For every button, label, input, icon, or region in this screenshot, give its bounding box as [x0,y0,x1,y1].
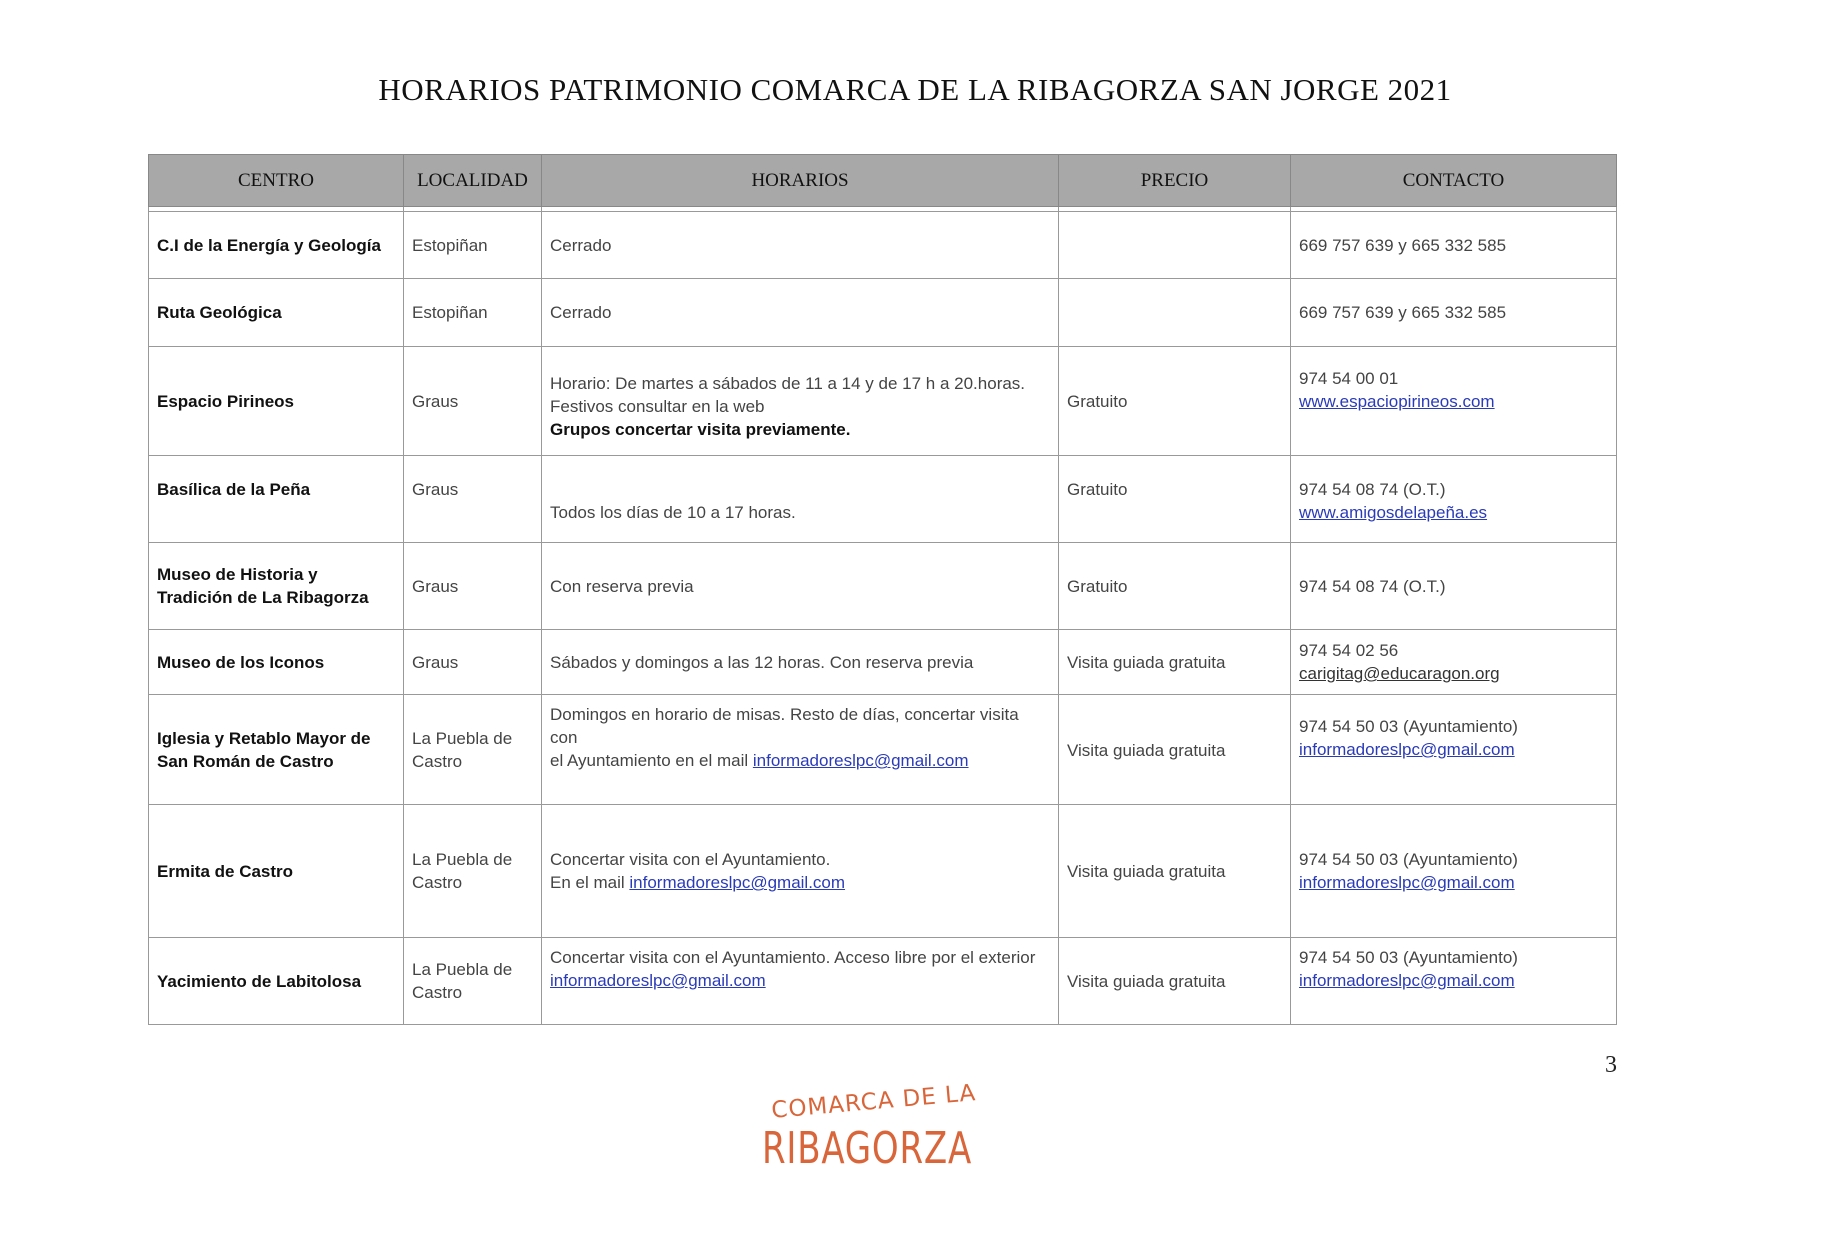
localidad-text: La Puebla de [412,850,513,869]
cell-horarios [542,695,1059,805]
horarios-text: Sábados y domingos a las 12 horas. Con reserva previa [550,652,974,672]
table-row [149,695,1617,805]
contact-phone: 669 757 639 y 665 332 585 [1299,303,1507,322]
cell-contacto [1291,938,1617,1025]
centro-text: Basílica de la Peña [157,480,311,499]
contact-phone: 974 54 02 56 [1299,641,1399,660]
table-row [149,630,1617,695]
localidad-text: La Puebla de [412,728,513,748]
centro-text: Museo de los Iconos [157,652,325,672]
precio-text: Visita guiada gratuita [1067,741,1226,760]
cell-precio: Gratuito [1059,347,1291,456]
cell-horarios [542,543,1059,630]
cell-centro [149,543,404,630]
horarios-text-prefix: el Ayuntamiento en el mail [550,751,753,770]
table-row [149,212,1617,279]
header-contacto: CONTACTO [1291,155,1617,207]
cell-localidad [404,805,542,938]
table-row [149,279,1617,347]
horarios-text: Concertar visita con el Ayuntamiento. [550,850,831,869]
logo-text-ribagorza: RIBAGORZA [762,1123,972,1174]
cell-localidad [404,695,542,805]
heritage-schedule-table [148,154,1617,1025]
centro-text: Iglesia y Retablo Mayor de [157,728,371,748]
page-title: HORARIOS PATRIMONIO COMARCA DE LA RIBAGORZA SAN JORGE 2021 [378,72,1452,107]
cell-centro [149,805,404,938]
localidad-text: Graus [412,480,459,499]
cell-localidad [404,347,542,456]
cell-centro [149,695,404,805]
centro-text: Espacio Pirineos [157,391,294,411]
table-row [149,347,1617,456]
cell-centro [149,279,404,347]
cell-horarios [542,279,1059,347]
localidad-text: Estopiñan [412,303,488,322]
cell-precio: Visita guiada gratuita [1059,805,1291,938]
cell-horarios [542,212,1059,279]
horarios-text [550,871,1050,894]
cell-localidad [404,212,542,279]
horarios-text: Con reserva previa [550,576,694,596]
cell-localidad [404,456,542,543]
localidad-text: Castro [412,983,463,1002]
cell-contacto [1291,456,1617,543]
cell-horarios [542,456,1059,543]
cell-precio: Visita guiada gratuita [1059,938,1291,1025]
comarca-ribagorza-logo [752,1075,982,1175]
centro-text: C.I de la Energía y Geología [157,235,381,255]
cell-horarios [542,938,1059,1025]
table-header-row [149,155,1617,207]
centro-text: Tradición de La Ribagorza [157,588,369,607]
horarios-text [550,749,1050,772]
cell-contacto [1291,543,1617,630]
centro-text: Yacimiento de Labitolosa [157,971,362,991]
localidad-text: Estopiñan [412,235,488,255]
horarios-email-link[interactable]: informadoreslpc@gmail.com [550,971,766,990]
horarios-email-link[interactable]: informadoreslpc@gmail.com [629,873,846,892]
cell-horarios [542,805,1059,938]
horarios-text-prefix: En el mail [550,873,630,892]
cell-localidad [404,938,542,1025]
header-centro: CENTRO [149,155,404,207]
contact-website-link[interactable]: www.amigosdelapeña.es [1299,503,1488,522]
cell-centro [149,456,404,543]
localidad-text: Castro [412,873,463,892]
cell-contacto [1291,279,1617,347]
centro-text: Ermita de Castro [157,861,294,881]
cell-contacto [1291,805,1617,938]
centro-text: Ruta Geológica [157,303,282,322]
cell-localidad [404,543,542,630]
table-row [149,543,1617,630]
cell-horarios [542,630,1059,695]
horarios-note: Grupos concertar visita previamente. [550,419,851,439]
contact-phone: 974 54 50 03 (Ayuntamiento) [1299,717,1518,736]
horarios-text: Horario: De martes a sábados de 11 a 14 y de 17 h a 20.horas. [550,373,1026,393]
horarios-text: Festivos consultar en la web [550,396,765,416]
cell-horarios [542,347,1059,456]
contact-phone: 974 54 50 03 (Ayuntamiento) [1299,948,1518,967]
horarios-text: Cerrado [550,235,612,255]
page-number: 3 [1605,1052,1617,1078]
contact-email-link[interactable]: informadoreslpc@gmail.com [1299,971,1515,990]
cell-centro [149,938,404,1025]
centro-text: San Román de Castro [157,751,334,771]
contact-phone: 974 54 08 74 (O.T.) [1299,576,1446,596]
contact-phone: 974 54 00 01 [1299,369,1399,388]
horarios-text: Concertar visita con el Ayuntamiento. Acceso libre por el exterior [550,948,1036,967]
cell-contacto [1291,630,1617,695]
horarios-email-link[interactable]: informadoreslpc@gmail.com [752,751,969,770]
localidad-text: Castro [412,751,463,771]
cell-precio: Gratuito [1059,456,1291,543]
contact-email-link[interactable]: carigitag@educaragon.org [1299,664,1500,683]
cell-precio [1059,695,1291,805]
cell-localidad [404,279,542,347]
contact-phone: 669 757 639 y 665 332 585 [1299,235,1507,255]
cell-centro [149,212,404,279]
cell-precio: Gratuito [1059,543,1291,630]
centro-text: Museo de Historia y [157,565,318,584]
header-localidad: LOCALIDAD [404,155,542,207]
horarios-text: Todos los días de 10 a 17 horas. [550,503,796,522]
contact-email-link[interactable]: informadoreslpc@gmail.com [1299,740,1515,759]
localidad-text: Graus [412,652,459,672]
table-row [149,805,1617,938]
contact-website-link[interactable]: www.espaciopirineos.com [1299,392,1495,411]
cell-centro [149,630,404,695]
contact-email-link[interactable]: informadoreslpc@gmail.com [1299,873,1515,892]
header-precio: PRECIO [1059,155,1291,207]
header-horarios: HORARIOS [542,155,1059,207]
cell-precio [1059,212,1291,279]
horarios-text: Domingos en horario de misas. Resto de días, concertar visita con [550,705,1019,747]
cell-contacto [1291,347,1617,456]
horarios-text: Cerrado [550,303,612,322]
localidad-text: Graus [412,576,459,596]
logo-text-comarca: COMARCA DE LA [770,1080,978,1124]
localidad-text: Graus [412,391,459,411]
cell-localidad [404,630,542,695]
contact-phone: 974 54 08 74 (O.T.) [1299,480,1446,499]
cell-precio [1059,279,1291,347]
contact-phone: 974 54 50 03 (Ayuntamiento) [1299,850,1518,869]
localidad-text: La Puebla de [412,960,513,979]
cell-contacto [1291,212,1617,279]
cell-contacto [1291,695,1617,805]
cell-centro [149,347,404,456]
table-row [149,938,1617,1025]
cell-precio: Visita guiada gratuita [1059,630,1291,695]
table-row [149,456,1617,543]
